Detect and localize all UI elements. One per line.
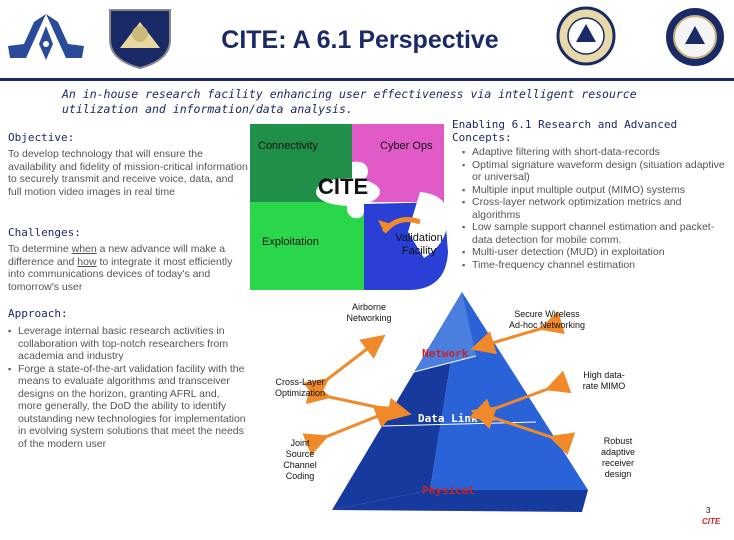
challenges-text [8,243,240,293]
puzzle-center-cite: CITE [318,174,369,199]
layer-network-label: Network [422,347,469,360]
challenges-heading: Challenges: [8,226,81,239]
concept-item: ▪ Multiple input multiple output (MIMO) systems [452,184,732,197]
challenges-when: when [71,243,97,255]
layer-data-link-label: Data Link [418,412,478,425]
challenges-middle: a new advance will make a difference and [8,243,226,268]
pyramid-label-robust-adaptive-receiver: Robust adaptive receiver design [600,436,636,479]
concept-item: ▪ Multi-user detection (MUD) in exploitation [452,246,732,259]
objective-heading: Objective: [8,131,75,144]
objective-text [8,148,248,198]
navy-research-seal-icon [556,6,616,66]
objective-body: To develop technology that will ensure the availability and fidelity of mission-critical information to securely transmit and receive voice, data, and full motion video images in real time [8,148,248,198]
approach-heading: Approach: [8,307,68,320]
concept-item: ▪ Low sample support channel estimation and packet-data detection for mobile comm. [452,221,732,246]
puzzle-exploitation-label: Exploitation [262,236,319,248]
puzzle-validation-label: Validation Facility [395,232,443,257]
subtitle: An in-house research facility enhancing user effectiveness via intelligent resource utilization and information/data analysis. [62,87,637,116]
pyramid-label-cross-layer-optimization: Cross-Layer Optimization [274,377,326,398]
concept-item: ▪ Adaptive filtering with short-data-records [452,146,732,159]
challenges-suffix: to integrate it most efficiently into communications devices of today's and tomorrow's user [8,255,233,293]
page-title: CITE: A 6.1 Perspective [221,26,499,54]
pyramid-label-high-data-rate-mimo: High data-rate MIMO [582,370,626,391]
approach-item: ▪ Leverage internal basic research activities in collaboration with top-notch researchers from academia and industry [8,325,246,363]
concepts-panel [452,118,732,271]
puzzle-cyber-ops-label: Cyber Ops [380,140,433,152]
approach-item: ▪ Forge a state-of-the-art validation facility with the means to evaluate algorithms and transceiver designs on the horizon, granting AFRL and, more generally, the DoD the ability to identify outstanding new technologies for implementation in evolving system solutions that meet the needs of the modern user [8,363,246,451]
page-number: 3 [706,506,711,515]
afrl-shield-logo-icon [104,4,176,70]
pyramid-label-secure-wireless: Secure Wireless Ad-hoc Networking [508,309,586,330]
concept-item: ▪ Optimal signature waveform design (situation adaptive or universal) [452,159,732,184]
challenges-prefix: To determine [8,243,72,255]
air-force-emblem-icon [6,8,86,68]
cite-footer-logo: CITE [702,517,721,526]
concept-item: ▪ Cross-layer network optimization metrics and algorithms [452,196,732,221]
layer-physical-label: Physical [422,484,475,497]
university-seal-icon [664,6,726,68]
concepts-heading: Enabling 6.1 Research and Advanced Concepts: [452,118,678,144]
pyramid-label-airborne-networking: Airborne Networking [346,302,392,323]
concept-item: ▪ Time-frequency channel estimation [452,259,732,272]
pyramid-label-joint-source-channel-coding: Joint Source Channel Coding [283,438,317,481]
title-divider [0,78,734,81]
approach-list [8,325,246,450]
challenges-how: how [77,255,97,268]
puzzle-connectivity-label: Connectivity [258,140,318,152]
